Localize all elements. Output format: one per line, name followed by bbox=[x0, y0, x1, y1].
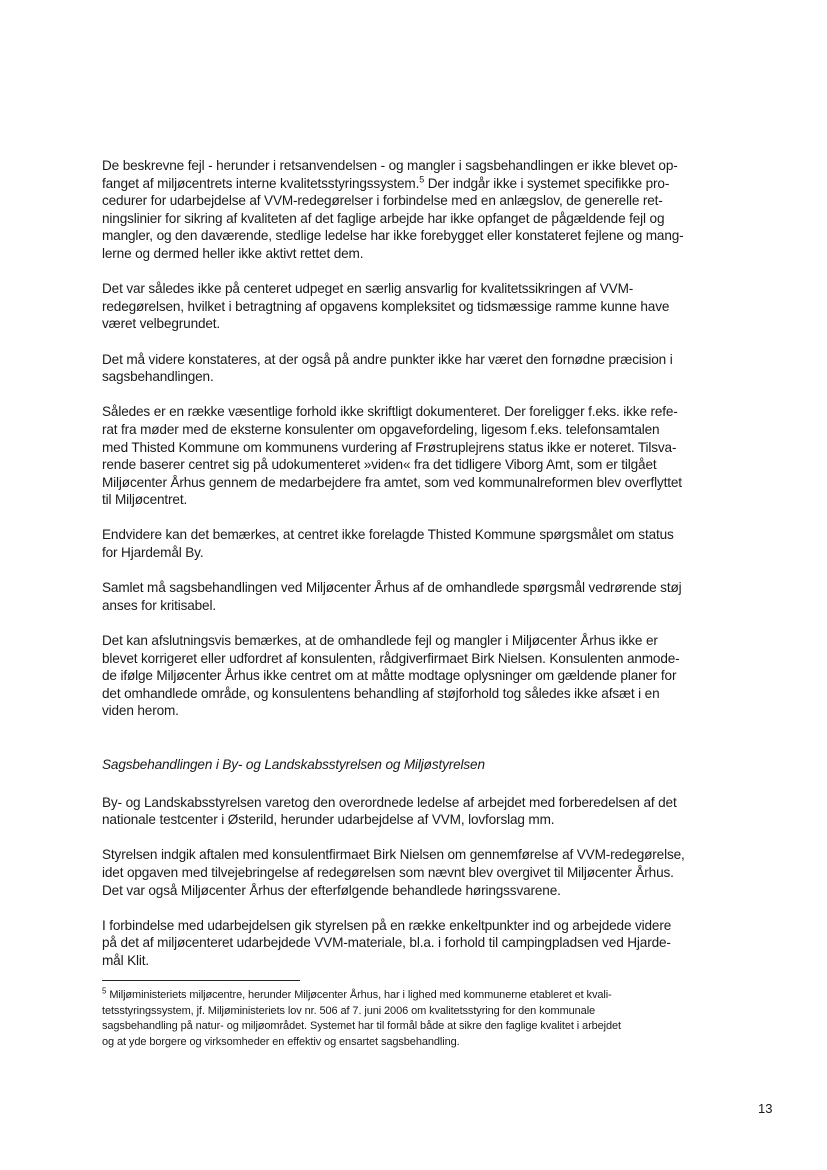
text-fragment: Der indgår ikke i systemet specifikke pro- bbox=[424, 175, 670, 191]
text-line: Endvidere kan det bemærkes, at centret ikke forelagde Thisted Kommune spørgsmålet om status bbox=[102, 527, 674, 543]
text-line: de ifølge Miljøcenter Århus ikke centret om at måtte modtage oplysninger om gældende planer for bbox=[102, 668, 677, 684]
text-line: med Thisted Kommune om kommunens vurdering af Frøstruplejrens status ikke er noteret. Tilsva- bbox=[102, 439, 677, 455]
text-line: mangler, og den daværende, stedlige ledelse har ikke forebygget eller konstateret fejlene og mang- bbox=[102, 228, 684, 244]
text-fragment: Miljøministeriets miljøcentre, herunder Miljøcenter Århus, har i lighed med kommunerne etableret et kvali- bbox=[106, 989, 612, 1001]
footnote-divider bbox=[102, 980, 300, 981]
paragraph-agency-followup bbox=[102, 917, 782, 970]
text-line: viden herom. bbox=[102, 703, 179, 719]
text-line: tetsstyringssystem, jf. Miljøministeriets lov nr. 506 af 7. juni 2006 om kvalitetsstyring for den kommunale bbox=[102, 1004, 596, 1017]
paragraph-hjardemal bbox=[102, 526, 782, 561]
text-line: Samlet må sagsbehandlingen ved Miljøcenter Århus af de omhandlede spørgsmål vedrørende støj bbox=[102, 580, 682, 596]
text-line: rende baserer centret sig på udokumenteret »viden« fra det tidligere Viborg Amt, som er tilgået bbox=[102, 457, 657, 473]
text-line: By- og Landskabsstyrelsen varetog den overordnede ledelse af arbejdet med forberedelsen af det bbox=[102, 794, 677, 810]
text-line: og at yde borgere og virksomheder en effektiv og ensartet sagsbehandling. bbox=[102, 1035, 460, 1048]
text-line: De beskrevne fejl - herunder i retsanvendelsen - og mangler i sagsbehandlingen er ikke blevet op- bbox=[102, 158, 678, 173]
paragraph-no-responsible bbox=[102, 280, 782, 333]
paragraph-agency-lead bbox=[102, 794, 782, 829]
text-line: Det var således ikke på centeret udpeget en særlig ansvarlig for kvalitetssikringen af VVM- bbox=[102, 281, 634, 297]
paragraph-consultant bbox=[102, 632, 782, 720]
text-line: blevet korrigeret eller udfordret af konsulenten, rådgiverfirmaet Birk Nielsen. Konsulenten anmode- bbox=[102, 650, 680, 666]
text-line: rat fra møder med de eksterne konsulenter om opgavefordeling, ligesom f.eks. telefonsamtalen bbox=[102, 421, 660, 437]
text-line: sagsbehandling på natur- og miljøområdet. Systemet har til formål både at sikre den faglige kvalitet i arbejdet bbox=[102, 1020, 622, 1032]
text-line: for Hjardemål By. bbox=[102, 545, 204, 561]
text-line bbox=[102, 988, 782, 1004]
footnote-number: 5 bbox=[102, 986, 107, 996]
text-line: Miljøcenter Århus gennem de medarbejdere fra amtet, som ved kommunalreformen blev overflyttet bbox=[102, 474, 682, 490]
paragraph-documentation bbox=[102, 403, 782, 509]
text-line: sagsbehandlingen. bbox=[102, 369, 214, 385]
text-line: mål Klit. bbox=[102, 952, 149, 968]
text-fragment: fanget af miljøcentrets interne kvalitetsstyringssystem. bbox=[102, 175, 420, 191]
text-line bbox=[102, 175, 782, 193]
text-line: ningslinier for sikring af kvaliteten af det faglige arbejde har ikke opfanget de pågældende fejl og bbox=[102, 210, 665, 226]
text-line: I forbindelse med udarbejdelsen gik styrelsen på en række enkeltpunkter ind og arbejdede videre bbox=[102, 917, 672, 933]
text-line: Således er en række væsentlige forhold ikke skriftligt dokumenteret. Der foreligger f.eks. ikke refe- bbox=[102, 404, 678, 420]
paragraph-agency-agreement bbox=[102, 846, 782, 899]
text-line: Det var også Miljøcenter Århus der efterfølgende behandlede høringssvarene. bbox=[102, 882, 561, 898]
text-line: nationale testcenter i Østerild, herunder udarbejdelse af VVM, lovforslag mm. bbox=[102, 812, 555, 828]
paragraph-precision bbox=[102, 351, 782, 386]
text-line: til Miljøcentret. bbox=[102, 492, 188, 508]
text-line: været velbegrundet. bbox=[102, 316, 221, 332]
text-line: Det må videre konstateres, at der også på andre punkter ikke har været den fornødne præcision i bbox=[102, 351, 673, 367]
text-line: på det af miljøcenteret udarbejdede VVM-materiale, bl.a. i forhold til campingpladsen ved Hjarde- bbox=[102, 935, 671, 951]
text-line: Styrelsen indgik aftalen med konsulentfirmaet Birk Nielsen om gennemførelse af VVM-redegørelse, bbox=[102, 847, 685, 863]
page-number: 13 bbox=[758, 1101, 773, 1116]
text-line: anses for kritisabel. bbox=[102, 597, 216, 613]
footnote-reference[interactable]: 5 bbox=[419, 174, 425, 185]
section-heading: Sagsbehandlingen i By- og Landskabsstyrelsen og Miljøstyrelsen bbox=[102, 757, 485, 772]
text-line: redegørelsen, hvilket i betragtning af opgavens kompleksitet og tidsmæssige ramme kunne have bbox=[102, 298, 670, 314]
footnote bbox=[102, 988, 782, 1050]
text-line: Det kan afslutningsvis bemærkes, at de omhandlede fejl og mangler i Miljøcenter Århus ikke er bbox=[102, 633, 658, 649]
text-line: idet opgaven med tilvejebringelse af redegørelsen som nævnt blev overgivet til Miljøcenter Århus. bbox=[102, 864, 674, 880]
text-line: lerne og dermed heller ikke aktivt rettet dem. bbox=[102, 245, 364, 261]
paragraph-quality-failures bbox=[102, 157, 782, 263]
paragraph-criticism bbox=[102, 579, 782, 614]
document-body bbox=[102, 157, 782, 987]
text-line: cedurer for udarbejdelse af VVM-redegørelser i forbindelse med en anlægslov, de generelle ret- bbox=[102, 193, 663, 209]
text-line: det omhandlede område, og konsulentens behandling af støjforhold tog således ikke afsæt i en bbox=[102, 685, 660, 701]
